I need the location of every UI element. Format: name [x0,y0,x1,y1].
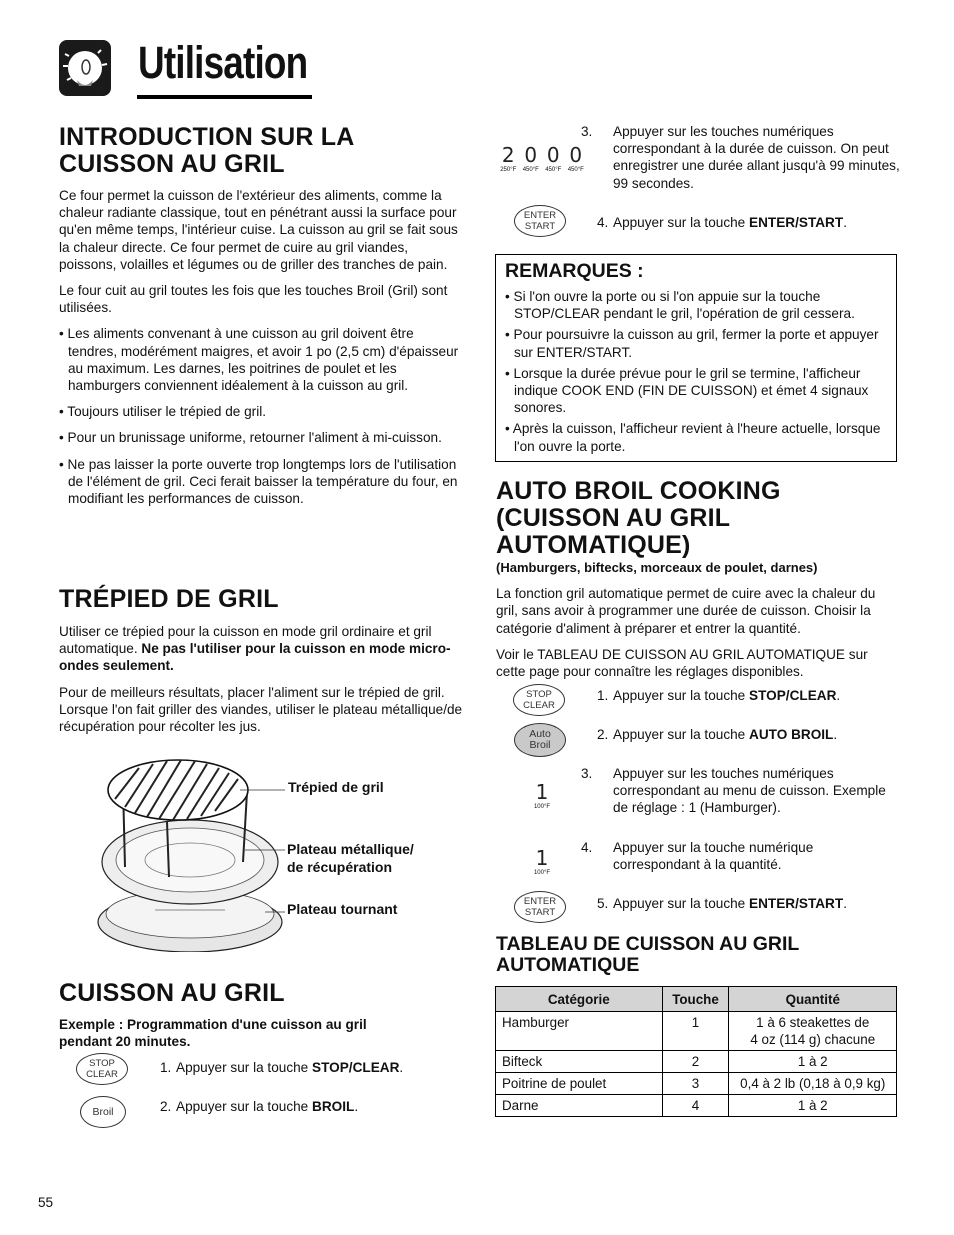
auto-step-1: 1. Appuyer sur la touche STOP/CLEAR. [597,688,841,703]
display-temp: 450°F [522,167,539,173]
display-digit: 0 [569,143,583,167]
menu-display: 1 100°F [533,780,551,810]
table-row: Hamburger 1 1 à 6 steakettes de 4 oz (114 g) chacune [496,1012,897,1051]
auto-section [496,478,898,689]
remarques-heading: REMARQUES : [505,260,644,282]
auto-step-5: 5. Appuyer sur la touche ENTER/START. [597,896,847,911]
auto-paragraph-2: Voir le TABLEAU DE CUISSON AU GRIL AUTOMATIQUE sur cette page pour connaître les réglages disponibles. [496,646,868,680]
auto-paragraph-1: La fonction gril automatique permet de cuire avec la chaleur du gril, sans avoir à programmer une durée de cuisson. Choisir la catégorie d'aliment à préparer et entrer la quantité. [496,586,876,636]
cuisson-step-3: 3. Appuyer sur les touches numériques correspondant à la durée de cuisson. On peut enregistrer une durée allant jusqu'à 99 minutes, 99 secondes. [581,124,900,191]
table-row: Bifteck 2 1 à 2 [496,1051,897,1073]
cuisson-step-4: 4. Appuyer sur la touche ENTER/START. [597,215,847,230]
tableau-heading: TABLEAU DE CUISSON AU GRIL AUTOMATIQUE [496,933,800,976]
list-item: • Ne pas laisser la porte ouverte trop longtemps lors de l'utilisation de l'élément de gril. Ceci ferait baisser la température du four, en modifiant les performances de cuisson. [59,456,463,508]
trepied-paragraph-2: Pour de meilleurs résultats, placer l'aliment sur le trépied de gril. Lorsque l'on fait griller des viandes, utiliser le plateau métallique/de récupération pour récolter les jus. [59,684,463,735]
enter-start-button[interactable]: ENTER START [514,891,566,923]
display-temp: 250°F [500,167,517,173]
intro-section [59,124,463,516]
stop-clear-button[interactable]: STOP CLEAR [513,684,565,716]
stop-clear-button[interactable]: STOP CLEAR [76,1053,128,1085]
turntable-label: Plateau tournant [287,901,398,917]
display-temp: 450°F [545,167,562,173]
column-header: Catégorie [496,987,663,1012]
table-row: Darne 4 1 à 2 [496,1095,897,1117]
trepied-heading: TRÉPIED DE GRIL [59,585,279,613]
list-item: • Lorsque la durée prévue pour le gril se termine, l'afficheur indique COOK END (FIN DE CUISSON) et émet 4 signaux sonores. [505,365,886,417]
intro-paragraph-2: Le four cuit au gril toutes les fois que les touches Broil (Gril) sont utilisées. [59,283,448,316]
cuisson-heading: CUISSON AU GRIL [59,979,285,1007]
auto-step-4: 4. Appuyer sur la touche numérique correspondant à la quantité. [581,840,814,873]
quantity-display: 1 100°F [533,846,551,876]
cuisson-section [59,980,463,1050]
column-header: Quantité [729,987,897,1012]
intro-heading: INTRODUCTION SUR LA CUISSON AU GRIL [59,123,355,178]
rack-illustration [95,752,285,952]
cuisson-step-1: 1. Appuyer sur la touche STOP/CLEAR. [160,1060,404,1075]
list-item: • Toujours utiliser le trépied de gril. [59,403,463,420]
header-icon [59,40,111,96]
display-digit: 2 [501,143,515,167]
enter-start-button[interactable]: ENTER START [514,205,566,237]
table-row: Poitrine de poulet 3 0,4 à 2 lb (0,18 à 0,9 kg) [496,1073,897,1095]
auto-subtitle: (Hamburgers, biftecks, morceaux de poulet, darnes) [496,560,818,575]
page-number: 55 [38,1195,54,1210]
page-title: Utilisation [138,37,308,88]
intro-paragraph-1: Ce four permet la cuisson de l'extérieur des aliments, comme la chaleur radiante classique, tout en pénétrant aussi la surface pour qu'en même temps, l'intérieur cuise. La cuisson au gril se fait sous la chaleur directe. Ce four permet de cuire au gril viandes, poissons, volailles et légumes ou de griller des tranches de pain. [59,188,458,272]
list-item: • Pour un brunissage uniforme, retourner l'aliment à mi-cuisson. [59,429,463,446]
list-item: • Pour poursuivre la cuisson au gril, fermer la porte et appuyer sur ENTER/START. [505,326,886,360]
rack-label: Trépied de gril [288,779,384,795]
table-header-row [496,987,897,1012]
tray-label: Plateau métallique/ de récupération [287,841,414,875]
cuisson-example: Exemple : Programmation d'une cuisson au gril pendant 20 minutes. [59,1017,367,1050]
list-item: • Si l'on ouvre la porte ou si l'on appuie sur la touche STOP/CLEAR pendant le gril, l'opération de gril cessera. [505,288,886,322]
trepied-paragraph-1: Utiliser ce trépied pour la cuisson en mode gril ordinaire et gril automatique. Ne pas l'utiliser pour la cuisson en mode micro-ondes seulement. [59,624,451,674]
cuisson-step-2: 2. Appuyer sur la touche BROIL. [160,1099,359,1114]
title-rule [137,95,312,99]
auto-step-2: 2. Appuyer sur la touche AUTO BROIL. [597,727,838,742]
auto-step-3: 3. Appuyer sur les touches numériques correspondant au menu de cuisson. Exemple de réglage : 1 (Hamburger). [581,766,886,816]
intro-bullets [59,325,463,507]
list-item: • Après la cuisson, l'afficheur revient à l'heure actuelle, lorsque l'on ouvre la porte. [505,420,886,454]
auto-broil-button[interactable]: Auto Broil [514,723,566,757]
list-item: • Les aliments convenant à une cuisson au gril doivent être tendres, modérément maigres, et avoir 1 po (2,5 cm) d'épaisseur au maximum. Les darnes, les poitrines de poulet et les hamburgers conviennent idéalement à la cuisson au gril. [59,325,463,394]
display-temp: 450°F [567,167,584,173]
column-header: Touche [662,987,729,1012]
remarques-box [495,254,897,462]
display-digit: 0 [524,143,538,167]
trepied-section [59,586,463,744]
time-display [497,143,587,171]
auto-broil-table [495,986,897,1117]
broil-button[interactable]: Broil [80,1096,126,1128]
auto-heading: AUTO BROIL COOKING (CUISSON AU GRIL AUTOMATIQUE) [496,477,781,559]
display-digit: 0 [546,143,560,167]
